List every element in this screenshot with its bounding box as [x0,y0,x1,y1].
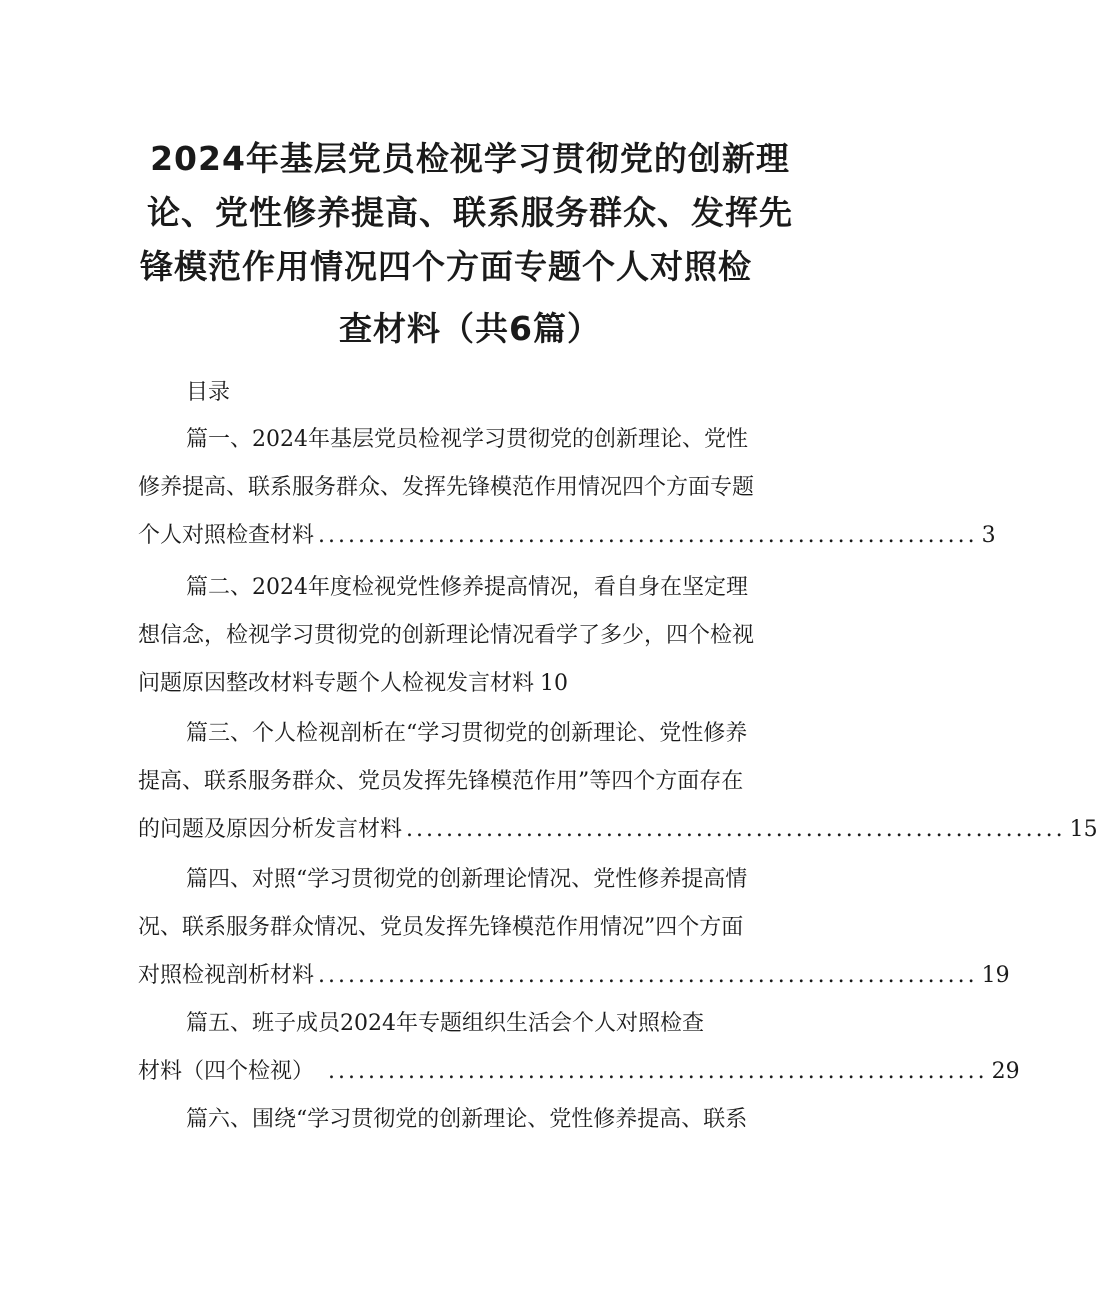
title-line-1: 2024年基层党员检视学习贯彻党的创新理 [150,139,790,178]
toc-entry-1-line-3[interactable]: 个人对照检查材料 .................................................................. 3 [138,520,786,552]
toc-leader-dots: .................................................................. [328,1059,988,1084]
toc-page-number: 15 [1069,817,1098,842]
toc-leader-dots: .................................................................. [318,523,978,548]
toc-entry-1-line-2[interactable]: 修养提高、联系服务群众、发挥先锋模范作用情况四个方面专题 [138,475,755,500]
toc-entry-5-line-2[interactable]: 材料（四个检视） .................................................................. 29 [138,1056,774,1088]
toc-entry-1-line-1[interactable]: 篇一、2024年基层党员检视学习贯彻党的创新理论、党性 [186,427,748,452]
toc-entry-2-line-2[interactable]: 想信念，检视学习贯彻党的创新理论情况看学了多少，四个检视 [138,623,755,648]
toc-heading: 目录 [186,380,231,405]
title-line-3: 锋模范作用情况四个方面专题个人对照检 [140,247,752,286]
toc-entry-2-line-3[interactable]: 问题原因整改材料专题个人检视发言材料 10 [138,668,786,700]
toc-entry-4-line-3[interactable]: 对照检视剖析材料 .................................................................. 19 [138,960,786,992]
toc-entry-6-line-1[interactable]: 篇六、围绕“学习贯彻党的创新理论、党性修养提高、联系 [186,1107,748,1132]
toc-entry-2-line-1[interactable]: 篇二、2024年度检视党性修养提高情况，看自身在坚定理 [186,575,748,600]
toc-entry-4-line-1[interactable]: 篇四、对照“学习贯彻党的创新理论情况、党性修养提高情 [186,867,748,892]
document-title [130,132,810,356]
toc-leader-dots: .................................................................. [318,963,978,988]
toc-leader-dots: .................................................................. [406,817,1066,842]
toc-page-number: 3 [981,523,996,548]
toc-entry-5-line-1[interactable]: 篇五、班子成员2024年专题组织生活会个人对照检查 [186,1011,704,1036]
title-line-4: 查材料（共6篇） [339,309,601,348]
toc-entry-4-line-2[interactable]: 况、联系服务群众情况、党员发挥先锋模范作用情况”四个方面 [138,915,744,940]
toc-page-number: 29 [991,1059,1020,1084]
toc-entry-3-line-3[interactable]: 的问题及原因分析发言材料 .................................................................. 15 [138,814,786,846]
toc-entry-3-line-2[interactable]: 提高、联系服务群众、党员发挥先锋模范作用”等四个方面存在 [138,769,744,794]
toc-page-number: 10 [540,671,569,696]
toc-entry-3-line-1[interactable]: 篇三、个人检视剖析在“学习贯彻党的创新理论、党性修养 [186,721,748,746]
title-line-2: 论、党性修养提高、联系服务群众、发挥先 [147,193,793,232]
toc-page-number: 19 [981,963,1010,988]
